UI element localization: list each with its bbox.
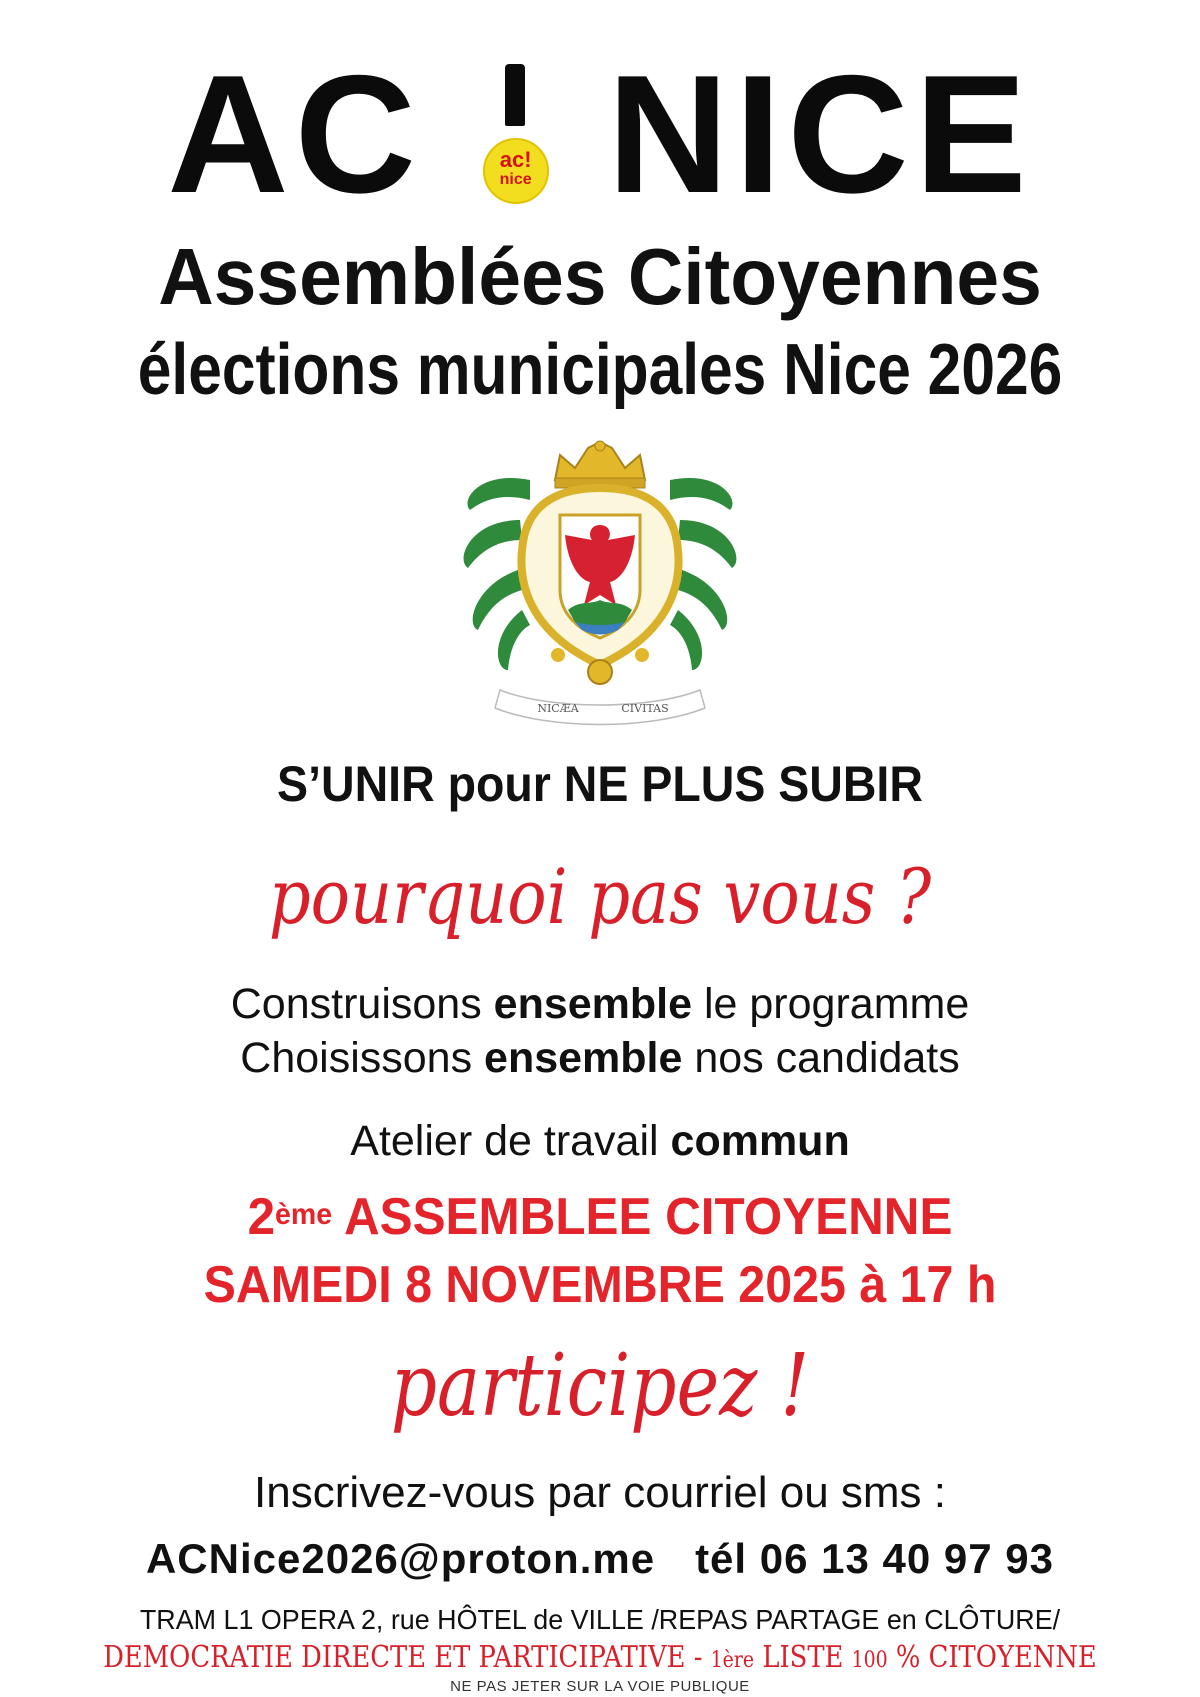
event-name [30,1186,1170,1248]
contact-line [0,1532,1200,1586]
address-line: TRAM L1 OPERA 2, rue HÔTEL de VILLE /REPAS PARTAGE en CLÔTURE/ [139,1604,1061,1635]
call-to-action: participez ! [390,1336,810,1436]
exclamation-mark [475,44,555,224]
democracy-text: DEMOCRATIE DIRECTE ET PARTICIPATIVE - [103,1640,711,1675]
body-emphasis: ensemble [493,980,693,1028]
page-title [0,40,1200,228]
motto-right: CIVITAS [621,702,669,715]
event-title: ASSEMBLEE CITOYENNE [332,1188,953,1246]
democracy-ordinal: 1ère [710,1648,755,1673]
nice-coat-of-arms [460,440,740,730]
body-text: le programme [692,980,970,1028]
litter-notice: NE PAS JETER SUR LA VOIE PUBLIQUE [450,1678,750,1695]
event-date: SAMEDI 8 NOVEMBRE 2025 à 17 h [203,1256,997,1314]
slogan: S’UNIR pour NE PLUS SUBIR [277,756,923,812]
title-ac: AC [167,40,422,228]
tagline: pourquoi pas vous ? [268,852,932,941]
democracy-text: % CITOYENNE [887,1640,1097,1675]
democracy-line [84,1640,1116,1679]
signup-intro: Inscrivez-vous par courriel ou sms : [254,1468,946,1517]
motto-ribbon [495,690,705,725]
motto-left: NICÆA [537,702,579,715]
acnice-logo-badge [483,138,549,204]
subtitle-elections: élections municipales Nice 2026 [137,330,1063,410]
body-line-atelier [0,1114,1200,1168]
democracy-percent-value: 100 [851,1648,888,1673]
body-emphasis: ensemble [484,1034,683,1082]
title-nice: NICE [607,40,1033,228]
crown [555,441,645,488]
body-line-candidats [0,1031,1200,1085]
event-ordinal: 2 [247,1188,276,1246]
contact-email[interactable]: ACNice2026@proton.me [145,1535,656,1582]
subtitle-assemblees: Assemblées Citoyennes [158,232,1042,321]
body-text: Atelier de travail [350,1117,671,1165]
democracy-text: LISTE [754,1640,852,1675]
logo-text-ac: ac! [499,147,532,172]
contact-phone[interactable]: tél 06 13 40 97 93 [695,1535,1055,1582]
body-text: nos candidats [682,1034,960,1082]
body-emphasis: commun [670,1117,850,1165]
event-ordinal-suffix: ème [275,1198,333,1231]
logo-text-nice: nice [499,171,532,188]
exclamation-bar [505,64,525,126]
body-text: Construisons [230,980,494,1028]
body-line-programme [0,977,1200,1031]
body-text: Choisissons [240,1034,485,1082]
